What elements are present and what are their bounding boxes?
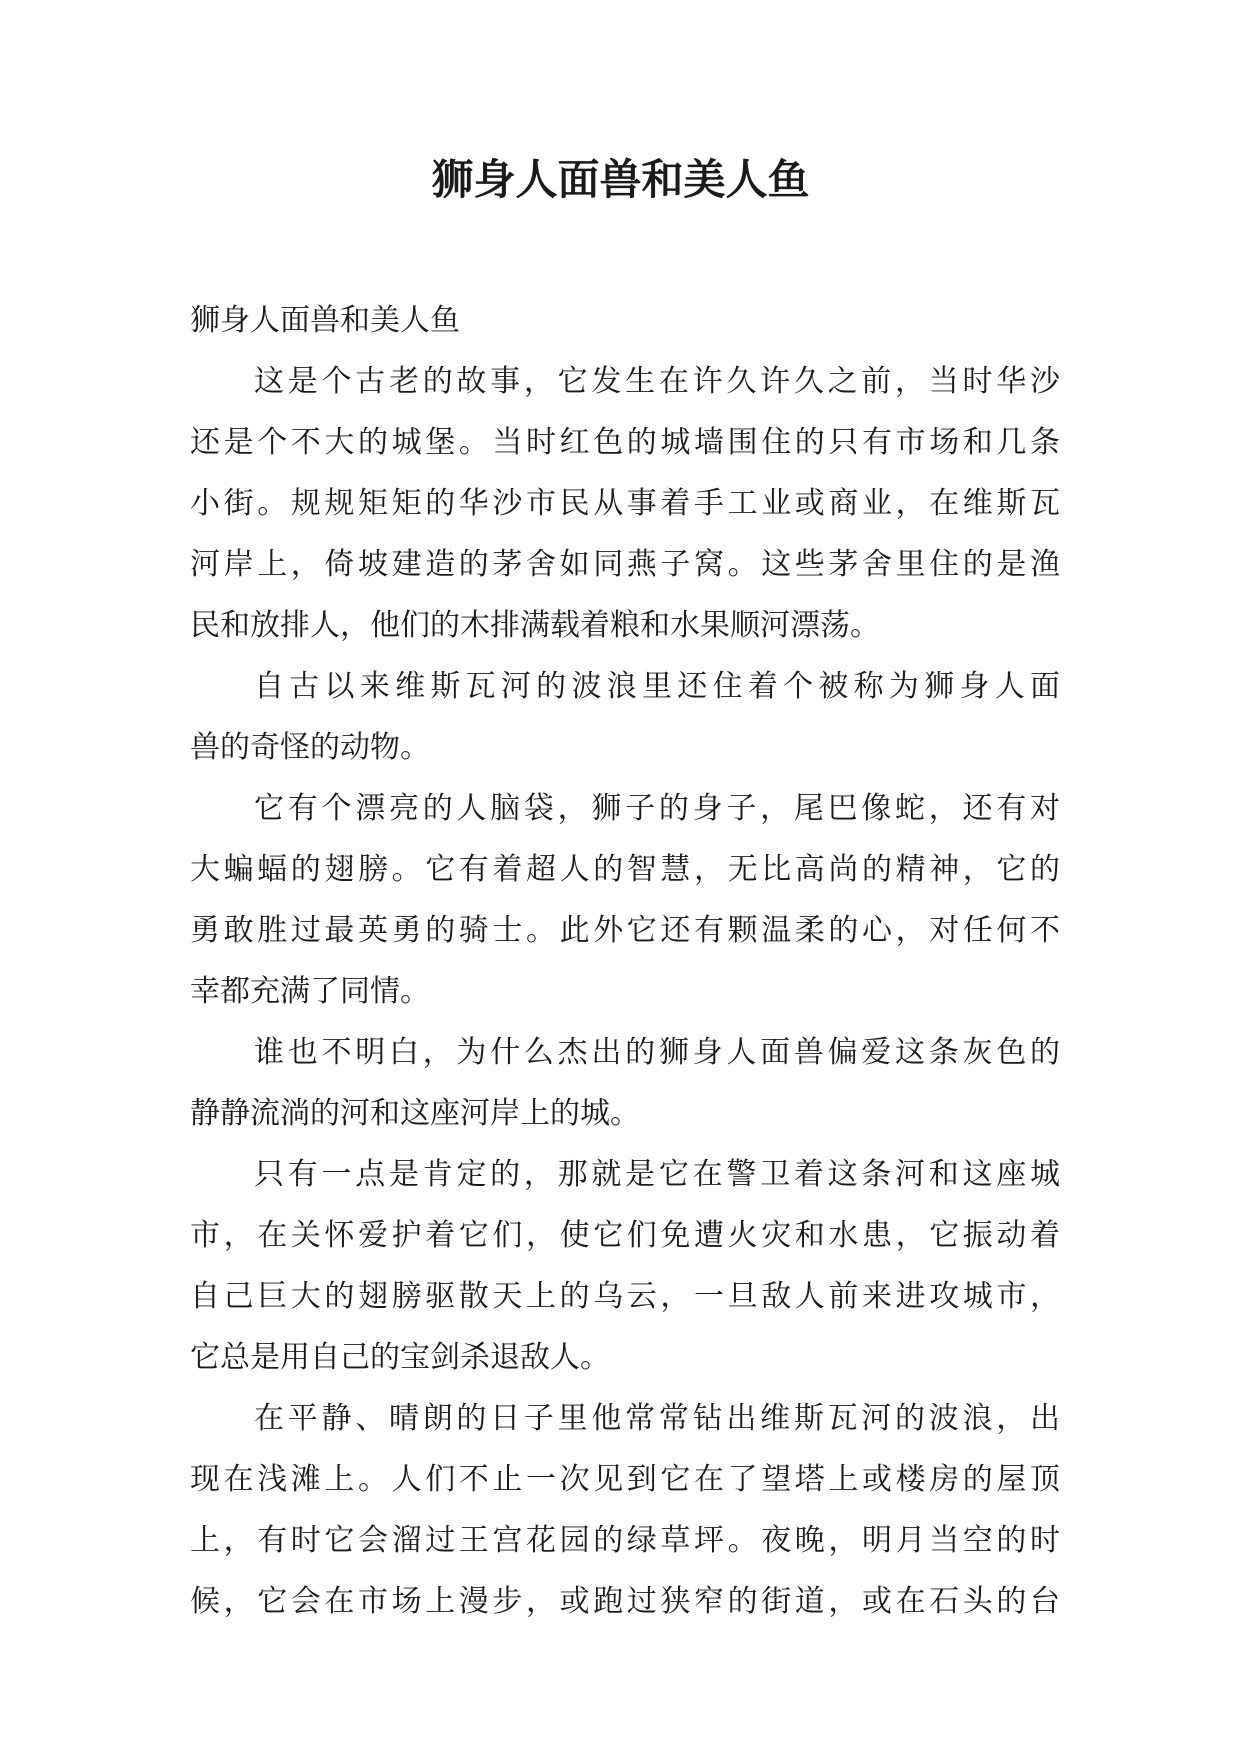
text-line: 幸都充满了同情。 — [190, 974, 430, 1009]
text-line: 候，它会在市场上漫步，或跑过狭窄的街道，或在石头的台 — [190, 1584, 1060, 1619]
text-line: 它有个漂亮的人脑袋，狮子的身子，尾巴像蛇，还有对 — [254, 791, 1060, 826]
text-line: 这是个古老的故事，它发生在许久许久之前，当时华沙 — [254, 364, 1060, 399]
page-title: 狮身人面兽和美人鱼 — [431, 155, 810, 204]
text-line: 小街。规规矩矩的华沙市民从事着手工业或商业，在维斯瓦 — [190, 486, 1060, 521]
text-line: 勇敢胜过最英勇的骑士。此外它还有颗温柔的心，对任何不 — [190, 913, 1060, 948]
text-line: 大蝙蝠的翅膀。它有着超人的智慧，无比高尚的精神，它的 — [190, 852, 1060, 887]
text-line: 自古以来维斯瓦河的波浪里还住着个被称为狮身人面 — [254, 669, 1060, 704]
text-line: 上，有时它会溜过王宫花园的绿草坪。夜晚，明月当空的时 — [190, 1523, 1060, 1558]
text-line: 在平静、晴朗的日子里他常常钻出维斯瓦河的波浪，出 — [254, 1401, 1060, 1436]
text-line: 还是个不大的城堡。当时红色的城墙围住的只有市场和几条 — [190, 425, 1060, 460]
text-line: 现在浅滩上。人们不止一次见到它在了望塔上或楼房的屋顶 — [190, 1462, 1060, 1497]
subtitle: 狮身人面兽和美人鱼 — [190, 303, 460, 338]
text-line: 市，在关怀爱护着它们，使它们免遭火灾和水患，它振动着 — [190, 1218, 1060, 1253]
text-line: 河岸上，倚坡建造的茅舍如同燕子窝。这些茅舍里住的是渔 — [190, 547, 1060, 582]
text-line: 只有一点是肯定的，那就是它在警卫着这条河和这座城 — [254, 1157, 1060, 1192]
document-body — [190, 290, 1060, 1632]
text-line: 静静流淌的河和这座河岸上的城。 — [190, 1096, 640, 1131]
text-line: 自己巨大的翅膀驱散天上的乌云，一旦敌人前来进攻城市， — [190, 1279, 1060, 1314]
text-line: 它总是用自己的宝剑杀退敌人。 — [190, 1340, 610, 1375]
text-line: 谁也不明白，为什么杰出的狮身人面兽偏爱这条灰色的 — [254, 1035, 1060, 1070]
text-line: 民和放排人，他们的木排满载着粮和水果顺河漂荡。 — [190, 608, 880, 643]
text-line: 兽的奇怪的动物。 — [190, 730, 430, 765]
